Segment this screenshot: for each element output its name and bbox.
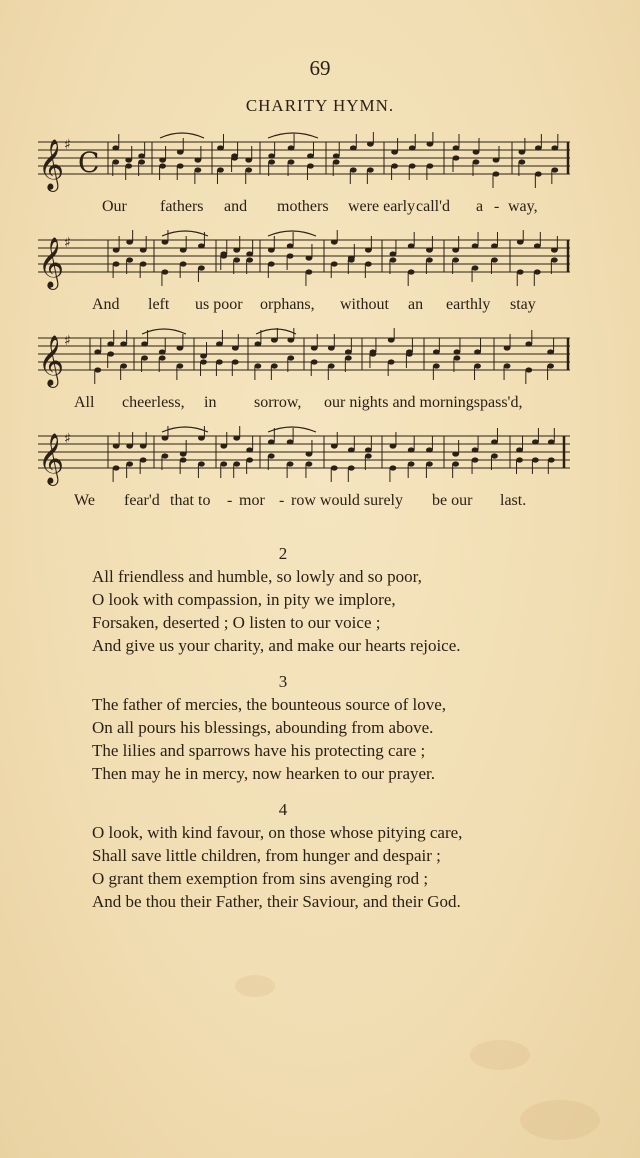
staff-1 <box>34 132 574 198</box>
music-system-1 <box>34 132 574 222</box>
note-head <box>331 465 338 470</box>
note-head <box>217 167 224 172</box>
verse-number: 3 <box>278 672 288 691</box>
note-head <box>246 257 253 262</box>
sharp-icon: ♯ <box>64 431 71 447</box>
note-head <box>138 153 145 158</box>
note-head <box>287 337 294 342</box>
note-head <box>491 243 498 248</box>
note-head <box>491 439 498 444</box>
note-head <box>162 269 169 274</box>
note-head <box>365 261 372 266</box>
note-head <box>180 261 187 266</box>
lyric-word: mothers <box>277 198 329 215</box>
note-head <box>306 461 313 466</box>
note-head <box>426 163 433 168</box>
note-head <box>348 465 355 470</box>
note-head <box>472 457 479 462</box>
note-head <box>140 261 147 266</box>
note-head <box>125 157 132 162</box>
note-head <box>159 355 166 360</box>
note-head <box>551 257 558 262</box>
note-head <box>517 239 524 244</box>
note-head <box>140 457 147 462</box>
note-head <box>452 257 459 262</box>
note-head <box>217 145 224 150</box>
note-head <box>534 243 541 248</box>
note-head <box>551 247 558 252</box>
note-head <box>452 461 459 466</box>
note-head <box>426 141 433 146</box>
note-head <box>198 243 205 248</box>
note-head <box>200 359 207 364</box>
lyric-word: We <box>74 492 95 509</box>
note-head <box>504 345 511 350</box>
note-head <box>288 159 295 164</box>
note-head <box>198 265 205 270</box>
note-head <box>162 239 169 244</box>
note-head <box>452 247 459 252</box>
staff-4 <box>34 426 574 492</box>
note-head <box>140 443 147 448</box>
note-head <box>194 157 201 162</box>
note-head <box>113 465 120 470</box>
note-head <box>107 351 114 356</box>
note-head <box>162 435 169 440</box>
note-head <box>194 167 201 172</box>
note-head <box>474 349 481 354</box>
note-head <box>548 439 555 444</box>
note-head <box>126 257 133 262</box>
note-head <box>113 261 120 266</box>
note-head <box>534 269 541 274</box>
treble-clef-icon: 𝄞 <box>38 433 65 484</box>
note-head <box>350 145 357 150</box>
verse-line: O look, with kind favour, on those whose pitying care, <box>92 823 463 842</box>
note-head <box>180 451 187 456</box>
note-head <box>307 153 314 158</box>
note-head <box>176 345 183 350</box>
lyric-word: All <box>74 394 95 411</box>
note-head <box>107 341 114 346</box>
note-head <box>388 337 395 342</box>
staff-2 <box>34 230 574 296</box>
note-head <box>328 363 335 368</box>
paper-stain <box>470 1040 530 1070</box>
verse-line: On all pours his blessings, abounding from above. <box>92 718 434 737</box>
note-head <box>233 461 240 466</box>
note-head <box>516 447 523 452</box>
lyric-word: fathers <box>160 198 204 215</box>
lyric-word: way, <box>508 198 538 215</box>
slur <box>142 329 186 334</box>
note-head <box>547 349 554 354</box>
note-head <box>126 239 133 244</box>
note-head <box>472 265 479 270</box>
note-head <box>345 349 352 354</box>
note-head <box>433 363 440 368</box>
note-head <box>472 447 479 452</box>
note-head <box>406 351 413 356</box>
note-head <box>268 261 275 266</box>
note-head <box>220 443 227 448</box>
note-head <box>268 247 275 252</box>
note-head <box>306 255 313 260</box>
note-head <box>535 171 542 176</box>
lyric-word: pass'd, <box>480 394 523 411</box>
note-head <box>409 145 416 150</box>
note-head <box>433 349 440 354</box>
note-head <box>231 155 238 160</box>
note-head <box>268 453 275 458</box>
note-head <box>138 159 145 164</box>
note-head <box>350 167 357 172</box>
note-head <box>547 363 554 368</box>
note-head <box>391 163 398 168</box>
verse-line: The lilies and sparrows have his protecting care ; <box>92 741 426 760</box>
hymn-title: CHARITY HYMN. <box>245 96 395 115</box>
note-head <box>408 243 415 248</box>
note-head <box>198 461 205 466</box>
note-head <box>388 359 395 364</box>
note-head <box>233 247 240 252</box>
note-head <box>453 145 460 150</box>
paper-stain <box>520 1100 600 1140</box>
note-head <box>452 451 459 456</box>
music-system-2 <box>34 230 574 320</box>
note-head <box>246 447 253 452</box>
note-head <box>370 351 377 356</box>
note-head <box>287 461 294 466</box>
note-head <box>94 367 101 372</box>
music-system-4 <box>34 426 574 516</box>
note-head <box>331 261 338 266</box>
sharp-icon: ♯ <box>64 235 71 251</box>
note-head <box>271 337 278 342</box>
note-head <box>532 439 539 444</box>
note-head <box>271 363 278 368</box>
note-head <box>232 359 239 364</box>
note-head <box>268 159 275 164</box>
slur <box>162 231 208 236</box>
common-time-icon: C <box>78 146 100 179</box>
note-head <box>331 443 338 448</box>
note-head <box>159 163 166 168</box>
note-head <box>426 447 433 452</box>
note-head <box>287 243 294 248</box>
note-head <box>390 465 397 470</box>
note-head <box>408 269 415 274</box>
lyric-word: that to <box>170 492 211 509</box>
verse-number: 2 <box>278 544 288 563</box>
note-head <box>220 461 227 466</box>
note-head <box>551 167 558 172</box>
lyric-word: row would surely <box>291 492 403 509</box>
note-head <box>140 247 147 252</box>
treble-clef-icon: 𝄞 <box>38 139 65 190</box>
sharp-icon: ♯ <box>64 137 71 153</box>
note-head <box>390 257 397 262</box>
note-head <box>200 353 207 358</box>
note-head <box>365 247 372 252</box>
note-head <box>311 345 318 350</box>
slur <box>268 133 318 138</box>
lyric-word: And <box>92 296 120 313</box>
note-head <box>159 157 166 162</box>
note-head <box>426 461 433 466</box>
note-head <box>126 443 133 448</box>
sharp-icon: ♯ <box>64 333 71 349</box>
note-head <box>125 163 132 168</box>
note-head <box>409 163 416 168</box>
note-head <box>216 359 223 364</box>
note-head <box>408 461 415 466</box>
paper-stain <box>235 975 275 997</box>
note-head <box>390 251 397 256</box>
note-head <box>532 457 539 462</box>
note-head <box>306 269 313 274</box>
note-head <box>474 363 481 368</box>
slur <box>268 427 316 432</box>
lyric-word: our nights and mornings <box>324 394 480 411</box>
note-head <box>390 443 397 448</box>
verse-line: The father of mercies, the bounteous source of love, <box>92 695 447 714</box>
note-head <box>426 247 433 252</box>
note-head <box>245 157 252 162</box>
treble-clef-icon: 𝄞 <box>38 335 65 386</box>
note-head <box>391 149 398 154</box>
note-head <box>504 363 511 368</box>
note-head <box>345 355 352 360</box>
note-head <box>254 341 261 346</box>
note-head <box>548 457 555 462</box>
note-head <box>113 443 120 448</box>
note-head <box>176 363 183 368</box>
note-head <box>141 355 148 360</box>
note-head <box>216 341 223 346</box>
lyric-word: last. <box>500 492 527 509</box>
slur <box>268 231 316 236</box>
note-head <box>518 149 525 154</box>
note-head <box>159 349 166 354</box>
note-head <box>454 355 461 360</box>
note-head <box>180 457 187 462</box>
verse-number: 4 <box>278 800 288 819</box>
note-head <box>525 341 532 346</box>
note-head <box>306 451 313 456</box>
verse-line: And give us your charity, and make our hearts rejoice. <box>92 636 461 655</box>
note-head <box>454 349 461 354</box>
note-head <box>367 167 374 172</box>
note-head <box>491 453 498 458</box>
note-head <box>333 159 340 164</box>
note-head <box>348 257 355 262</box>
staff-3 <box>34 328 574 394</box>
note-head <box>307 163 314 168</box>
note-head <box>426 257 433 262</box>
verse-line: O look with compassion, in pity we implore, <box>92 590 396 609</box>
treble-clef-icon: 𝄞 <box>38 237 65 288</box>
note-head <box>348 447 355 452</box>
lyric-word: sorrow, <box>254 394 302 411</box>
note-head <box>180 247 187 252</box>
note-head <box>233 257 240 262</box>
note-head <box>198 435 205 440</box>
note-head <box>112 145 119 150</box>
lyric-word: were early <box>348 198 416 215</box>
lyric-word: earthly <box>446 296 491 313</box>
note-head <box>288 145 295 150</box>
lyric-word: a <box>476 198 484 215</box>
lyric-word: us poor <box>195 296 243 313</box>
note-head <box>112 159 119 164</box>
note-head <box>246 457 253 462</box>
note-head <box>472 243 479 248</box>
verse-line: O grant them exemption from sins avenging rod ; <box>92 869 429 888</box>
note-head <box>220 253 227 258</box>
note-head <box>177 149 184 154</box>
lyric-word: call'd <box>416 198 450 215</box>
verse-line: All friendless and humble, so lowly and so poor, <box>92 567 422 586</box>
lyric-word: cheerless, <box>122 394 185 411</box>
note-head <box>232 345 239 350</box>
note-head <box>367 141 374 146</box>
note-head <box>113 247 120 252</box>
note-head <box>516 457 523 462</box>
verse-line: And be thou their Father, their Saviour, and their God. <box>92 892 461 911</box>
note-head <box>141 341 148 346</box>
lyric-word: - <box>494 198 500 215</box>
lyric-word: be our <box>432 492 473 509</box>
lyric-word: and <box>224 198 248 215</box>
note-head <box>365 453 372 458</box>
note-head <box>120 363 127 368</box>
lyric-word: left <box>148 296 170 313</box>
lyric-word: mor <box>239 492 265 509</box>
lyric-word: an <box>408 296 424 313</box>
note-head <box>94 349 101 354</box>
note-head <box>177 163 184 168</box>
note-head <box>408 447 415 452</box>
note-head <box>233 435 240 440</box>
note-head <box>287 253 294 258</box>
note-head <box>333 153 340 158</box>
note-head <box>246 251 253 256</box>
slur <box>256 329 296 334</box>
lyric-word: Our <box>102 198 127 215</box>
slur <box>160 133 204 138</box>
note-head <box>287 439 294 444</box>
note-head <box>311 359 318 364</box>
note-head <box>245 167 252 172</box>
verse-line: Shall save little children, from hunger and despair ; <box>92 846 441 865</box>
note-head <box>525 367 532 372</box>
verse-line: Then may he in mercy, now hearken to our prayer. <box>92 764 436 783</box>
note-head <box>268 153 275 158</box>
page-number: 69 <box>309 56 331 80</box>
lyric-word: - <box>279 492 285 509</box>
note-head <box>473 159 480 164</box>
note-head <box>518 159 525 164</box>
note-head <box>254 363 261 368</box>
note-head <box>491 257 498 262</box>
lyric-word: stay <box>510 296 536 313</box>
note-head <box>473 149 480 154</box>
lyric-word: in <box>204 394 217 411</box>
note-head <box>126 461 133 466</box>
note-head <box>365 447 372 452</box>
slur <box>162 427 208 432</box>
note-head <box>535 145 542 150</box>
note-head <box>493 157 500 162</box>
lyric-word: - <box>227 492 233 509</box>
note-head <box>493 171 500 176</box>
lyric-word: without <box>340 296 389 313</box>
music-system-3 <box>34 328 574 418</box>
note-head <box>551 145 558 150</box>
note-head <box>120 341 127 346</box>
lyric-word: fear'd <box>124 492 160 509</box>
note-head <box>453 155 460 160</box>
note-head <box>331 239 338 244</box>
verse-line: Forsaken, deserted ; O listen to our voice ; <box>92 613 381 632</box>
note-head <box>287 355 294 360</box>
lyric-word: orphans, <box>260 296 315 313</box>
note-head <box>268 439 275 444</box>
note-head <box>162 453 169 458</box>
note-head <box>328 345 335 350</box>
note-head <box>517 269 524 274</box>
